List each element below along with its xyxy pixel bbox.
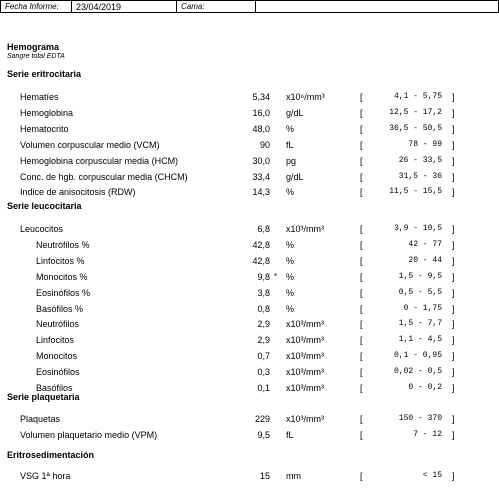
test-value: 48,0 [252,123,270,134]
ref-open-bracket: [ [360,107,363,118]
ref-open-bracket: [ [360,303,363,314]
reference-range: 0 - 1,75 [403,303,442,313]
test-name: Volumen corpuscular medio (VCM) [20,139,160,150]
ref-open-bracket: [ [360,123,363,134]
ref-close-bracket: ] [452,139,455,150]
test-value: 5,34 [252,92,270,102]
test-name: Linfocitos [36,335,75,346]
test-unit: % [286,187,295,198]
test-value: 9,8 [257,271,270,282]
ref-close-bracket: ] [452,335,455,346]
result-row [0,140,499,154]
ref-close-bracket: ] [452,123,455,134]
test-name: Monocitos % [36,271,88,282]
result-row [0,224,499,238]
reference-range: 26 - 33,5 [398,155,442,165]
ref-close-bracket: ] [452,187,455,198]
test-value: 33,4 [252,171,270,182]
ref-open-bracket: [ [360,139,363,150]
specimen-label: Sangre total EDTA [7,53,65,60]
test-name: Volumen plaquetario medio (VPM) [20,429,158,440]
test-value: 2,9 [257,319,270,330]
test-unit: % [286,255,295,266]
reference-range: 3,9 - 10,5 [393,224,442,233]
ref-open-bracket: [ [360,471,363,481]
test-value: 0,7 [257,351,270,362]
ref-close-bracket: ] [452,255,455,266]
result-row [0,335,499,349]
reference-range: 78 - 99 [408,139,442,149]
test-unit: g/dL [286,107,304,118]
ref-open-bracket: [ [360,351,363,362]
result-row [0,92,499,106]
reference-range: 42 - 77 [408,239,442,249]
test-value: 0,1 [257,383,270,393]
test-name: Plaquetas [20,414,61,424]
test-name: Hematocrito [20,123,69,134]
section-title: Serie leucocitaria [7,201,82,211]
test-unit: x10³/mm³ [286,383,324,393]
ref-close-bracket: ] [452,271,455,282]
test-name: Neutrófilos % [36,239,90,250]
test-unit: g/dL [286,171,304,182]
test-name: Linfocitos % [36,255,85,266]
ref-open-bracket: [ [360,271,363,282]
test-name: Neutrófilos [36,319,80,330]
test-value: 90 [259,139,270,150]
reference-range: 4,1 - 5,75 [393,92,442,101]
ref-open-bracket: [ [360,429,363,440]
ref-open-bracket: [ [360,224,363,234]
reference-range: 7 - 12 [413,429,442,439]
test-value: 42,8 [252,255,270,266]
ref-open-bracket: [ [360,255,363,266]
ref-open-bracket: [ [360,155,363,166]
test-unit: x10³/mm³ [286,224,324,234]
result-row [0,288,499,302]
result-row [0,108,499,122]
result-row [0,240,499,254]
ref-open-bracket: [ [360,239,363,250]
ref-close-bracket: ] [452,319,455,330]
ref-close-bracket: ] [452,171,455,182]
test-name: Indice de anisocitosis (RDW) [20,187,136,198]
test-name: Basófilos % [36,303,84,314]
test-name: Hemoglobina corpuscular media (HCM) [20,155,179,166]
test-name: Hematíes [20,92,59,102]
reference-range: 0,02 - 0,5 [393,367,442,377]
test-unit: pg [286,155,297,166]
test-name: Eosinófilos % [36,287,91,298]
result-row [0,367,499,381]
test-name: Leucocitos [20,224,64,234]
ref-open-bracket: [ [360,187,363,198]
test-unit: % [286,303,295,314]
fecha-value: 23/04/2019 [72,1,177,13]
test-unit: % [286,239,295,250]
ref-close-bracket: ] [452,367,455,378]
test-value: 0,3 [257,367,270,378]
reference-range: 0 - 0,2 [408,383,442,392]
test-value: 229 [254,414,270,424]
test-value: 16,0 [252,107,270,118]
report-header [0,0,499,13]
test-value: 3,8 [257,287,270,298]
ref-close-bracket: ] [452,287,455,298]
test-value: 6,8 [257,224,270,234]
result-row [0,272,499,286]
ref-open-bracket: [ [360,92,363,102]
fecha-label: Fecha Informe: [1,1,72,13]
report-title: Hemograma [7,42,60,52]
ref-open-bracket: [ [360,171,363,182]
ref-close-bracket: ] [452,303,455,314]
reference-range: 36,5 - 50,5 [389,123,442,133]
reference-range: 150 - 370 [398,414,442,423]
result-row [0,124,499,138]
reference-range: 1,1 - 4,5 [398,335,442,345]
reference-range: 1,5 - 7,7 [398,319,442,329]
ref-close-bracket: ] [452,351,455,362]
cama-label: Cama: [177,1,256,13]
section-title: Serie eritrocitaria [7,69,82,79]
result-row [0,156,499,170]
ref-close-bracket: ] [452,471,455,481]
test-unit: x10³/mm³ [286,414,324,424]
result-row [0,319,499,333]
test-unit: % [286,123,295,134]
reference-range: 31,5 - 36 [398,171,442,181]
ref-close-bracket: ] [452,414,455,424]
section-title: Serie plaquetaria [7,392,80,402]
ref-open-bracket: [ [360,367,363,378]
ref-close-bracket: ] [452,239,455,250]
ref-close-bracket: ] [452,224,455,234]
reference-range: 0,1 - 0,95 [393,351,442,361]
ref-close-bracket: ] [452,429,455,440]
ref-close-bracket: ] [452,155,455,166]
ref-close-bracket: ] [452,107,455,118]
test-unit: x10³/mm³ [286,351,324,362]
result-row [0,414,499,428]
result-row [0,430,499,444]
test-unit: % [286,287,295,298]
reference-range: 1,5 - 9,5 [398,271,442,281]
test-value: 0,8 [257,303,270,314]
test-value: 30,0 [252,155,270,166]
reference-range: 20 - 44 [408,255,442,265]
test-name: Basófilos [36,383,73,393]
reference-range: 12,5 - 17,2 [389,107,442,117]
test-name: Eosinófilos [36,367,80,378]
test-value: 14,3 [252,187,270,198]
ref-open-bracket: [ [360,319,363,330]
test-name: VSG 1ª hora [20,471,71,481]
test-unit: x10³/mm³ [286,319,324,330]
abnormal-flag: * [274,271,278,281]
test-unit: fL [286,139,294,150]
test-value: 2,9 [257,335,270,346]
test-unit: mm [286,471,301,481]
result-row [0,187,499,201]
ref-close-bracket: ] [452,92,455,102]
section-title: Eritrosedimentación [7,450,95,460]
test-name: Conc. de hgb. corpuscular media (CHCM) [20,171,188,182]
result-row [0,172,499,186]
test-name: Hemoglobina [20,107,74,118]
ref-close-bracket: ] [452,383,455,393]
reference-range: 0,5 - 5,5 [398,287,442,297]
test-unit: % [286,271,295,282]
cama-value [256,1,499,13]
result-row [0,304,499,318]
test-unit: x10³/mm³ [286,335,324,346]
test-value: 9,5 [257,429,270,440]
reference-range: 11,5 - 15,5 [389,187,442,197]
result-row [0,256,499,270]
test-unit: fL [286,429,294,440]
test-value: 42,8 [252,239,270,250]
test-unit: x10³/mm³ [286,367,324,378]
ref-open-bracket: [ [360,383,363,393]
test-value: 15 [259,471,270,481]
ref-open-bracket: [ [360,335,363,346]
result-row [0,351,499,365]
result-row [0,471,499,485]
ref-open-bracket: [ [360,414,363,424]
test-name: Monocitos [36,351,78,362]
ref-open-bracket: [ [360,287,363,298]
reference-range: < 15 [422,471,442,480]
test-unit: x10⁶/mm³ [286,92,325,102]
